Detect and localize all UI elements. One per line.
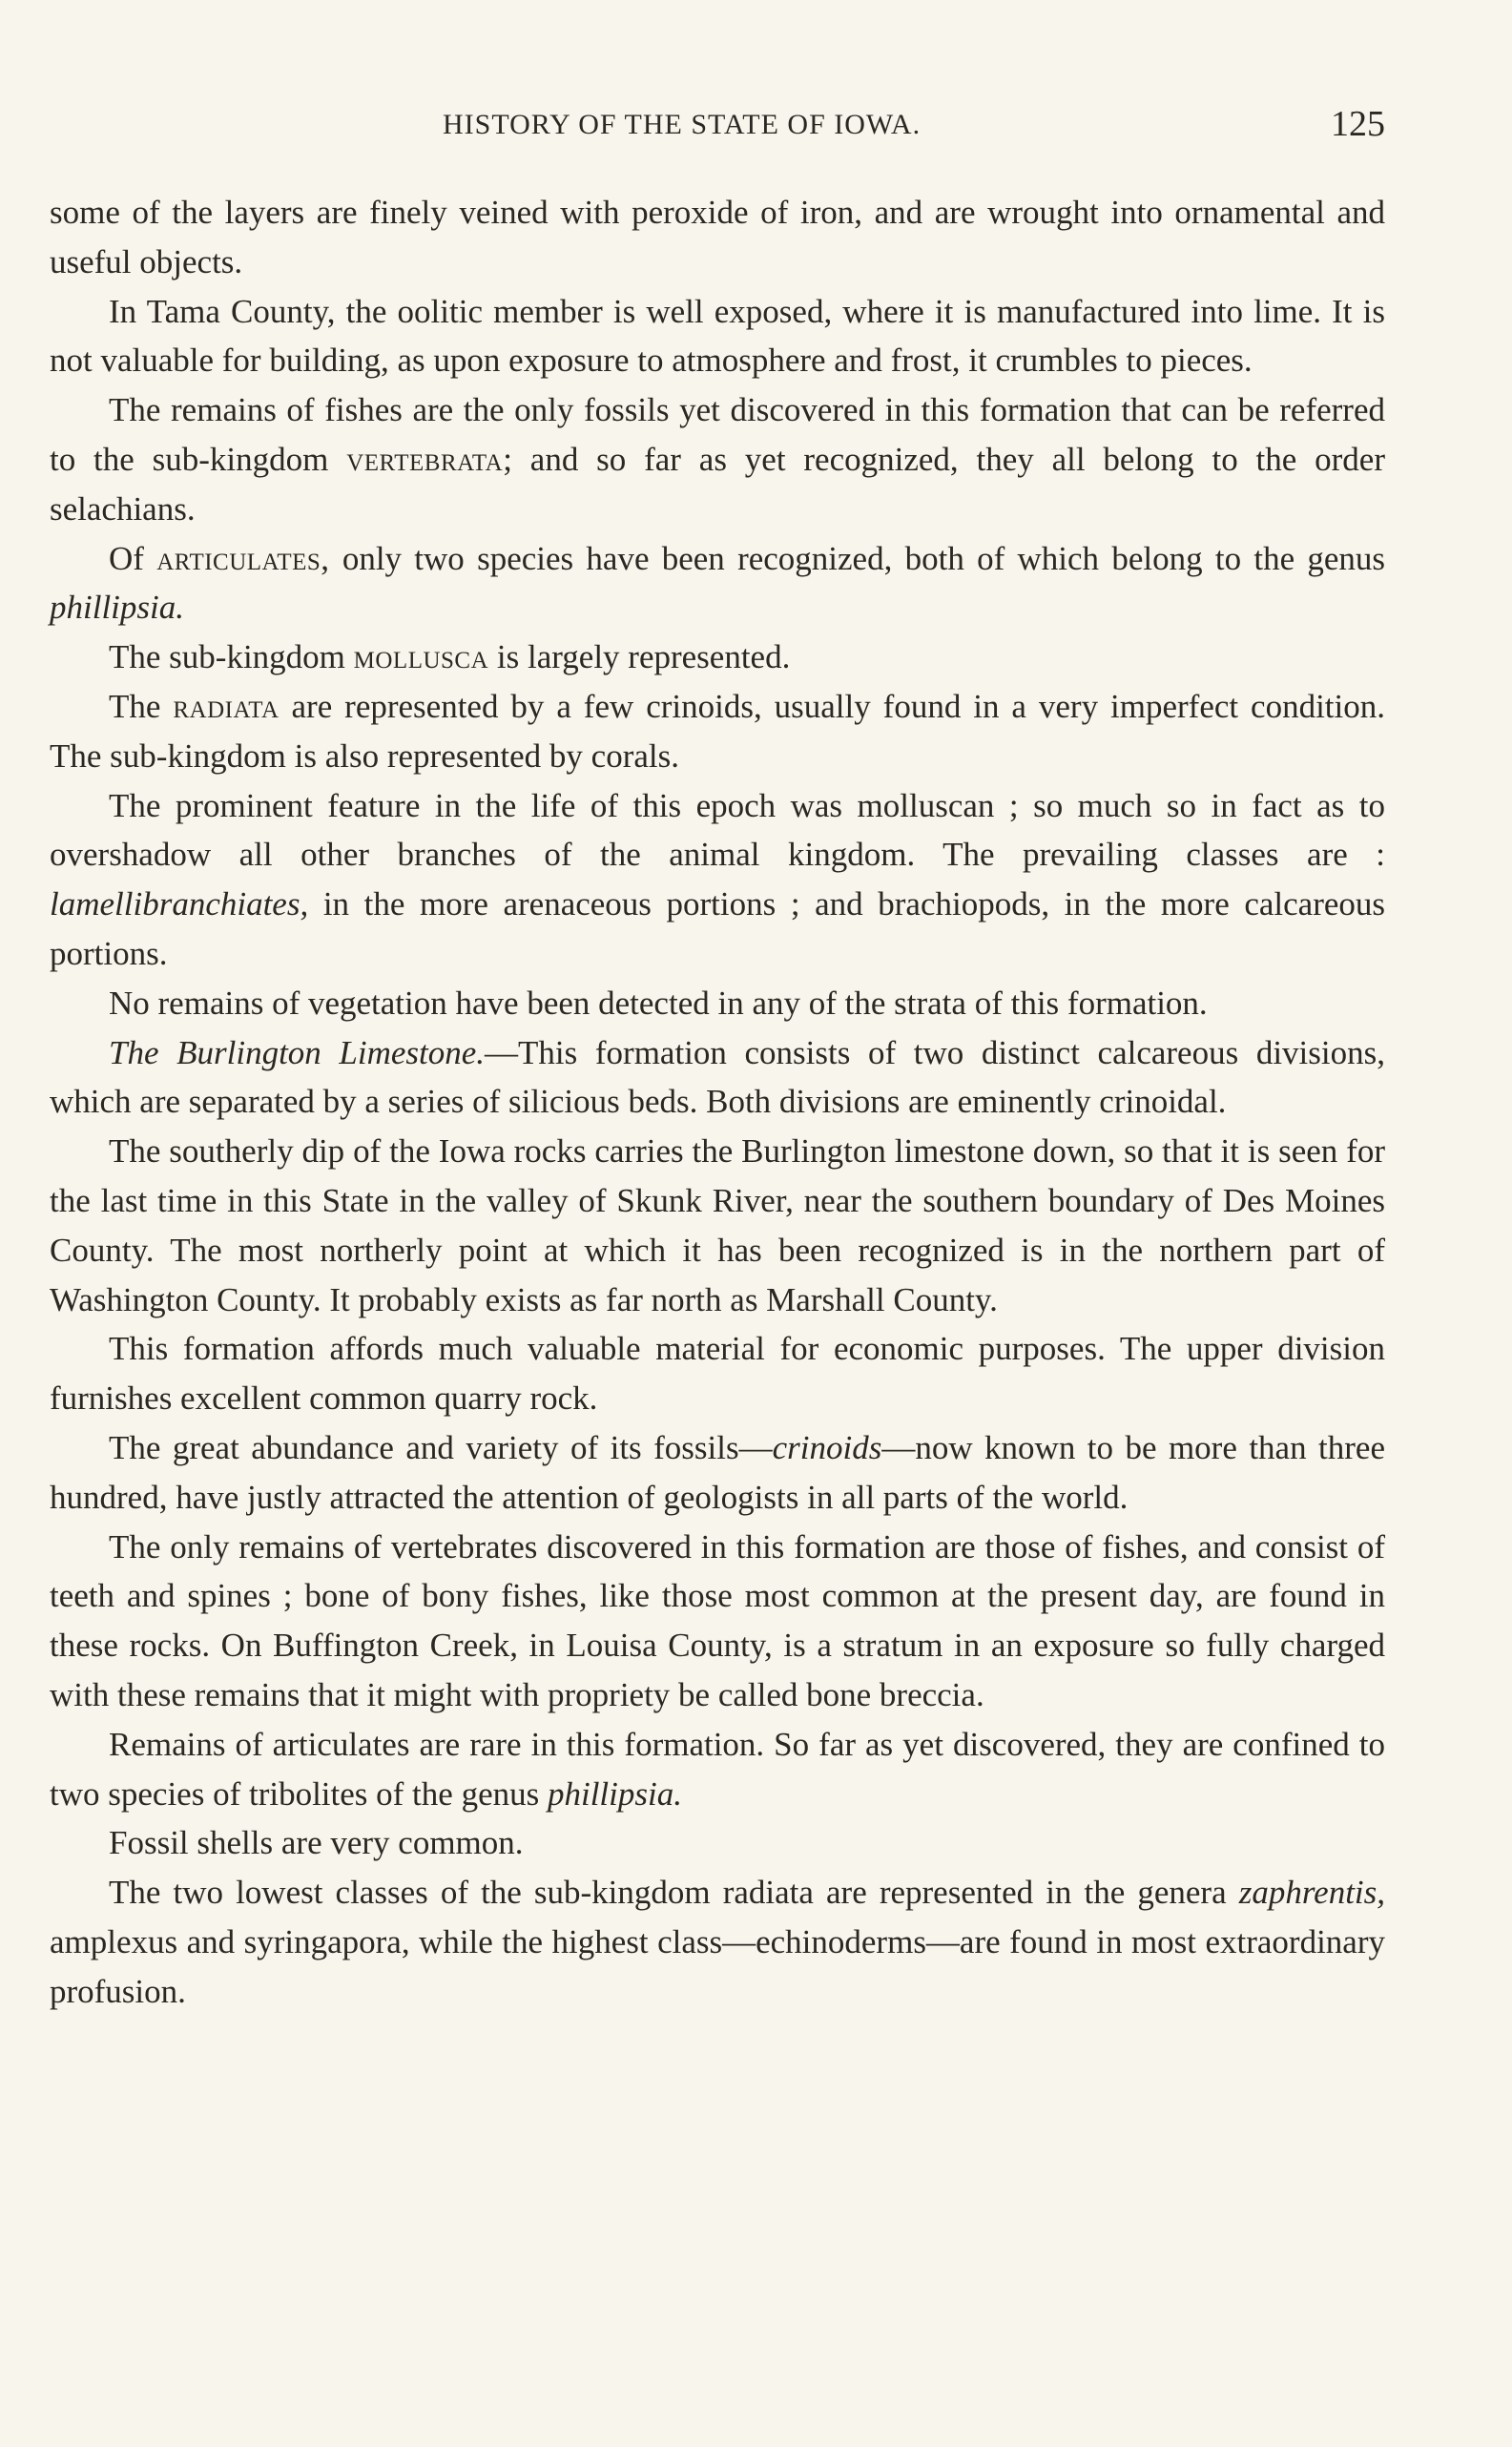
- page-number: 125: [1331, 104, 1385, 144]
- section-heading-burlington-limestone: The Burlington Limestone.: [109, 1033, 486, 1071]
- term-radiata: radiata: [173, 687, 280, 725]
- paragraph-9-text-b: —This formation consists of two distinct calcareous divisions, which are separated by a series of silicious beds. Both divisions are eminently crinoidal.: [50, 1033, 1385, 1121]
- term-articulates: articulates,: [156, 539, 330, 577]
- paragraph-15: Fossil shells are very common.: [109, 1824, 524, 1862]
- paragraph-16-text-a: The two lowest classes of the sub-kingdom radiata are represented in the genera: [109, 1874, 1227, 1912]
- paragraph-4-text-b: only two species have been recognized, both of which belong to the genus: [342, 539, 1386, 577]
- paragraph-7-text-a: The prominent feature in the life of this epoch was molluscan ; so much so in fact as to overshadow all other branches of the animal kingdom. The prevailing classes are :: [50, 786, 1385, 874]
- term-lamellibranchiates: lamellibranchiates,: [50, 885, 309, 923]
- paragraph-11: This formation affords much valuable material for economic purposes. The upper division furnishes excellent common quarry rock.: [50, 1330, 1385, 1418]
- paragraph-5-text-b: is largely represented.: [496, 638, 791, 676]
- paragraph-9: [50, 1028, 1385, 1128]
- genus-zaphrentis: zaphrentis,: [1238, 1874, 1386, 1912]
- paragraph-6-text-b: are represented by a few crinoids, usually found in a very imperfect condition. The sub-kingdom is also represented by corals.: [50, 687, 1386, 775]
- paragraph-4-text-a: Of: [109, 539, 144, 577]
- paragraph-10: The southerly dip of the Iowa rocks carries the Burlington limestone down, so that it is seen for the last time in this State in the valley of Skunk River, near the southern boundary of Des Moines County. The most northerly point at which it has been recognized is in the northern part of Washington County. It probably exists as far north as Marshall County.: [50, 1132, 1385, 1318]
- term-mollusca: mollusca: [353, 638, 489, 676]
- term-vertebrata: vertebrata: [346, 440, 504, 478]
- paragraph-3-text-b: ; and so far as yet recognized, they all belong to the order selachians.: [50, 440, 1385, 528]
- paragraph-12-text-a: The great abundance and variety of its fossils—: [109, 1428, 773, 1466]
- paragraph-16-text-b: amplexus and syringapora, while the highest class—echinoderms—are found in most extraordinary profusion.: [50, 1922, 1385, 2010]
- genus-phillipsia: phillipsia.: [50, 589, 184, 627]
- term-crinoids: crinoids: [772, 1428, 882, 1466]
- paragraph-2: In Tama County, the oolitic member is well exposed, where it is manufactured into lime. It is not valuable for building, as upon exposure to atmosphere and frost, it crumbles to pieces.: [50, 292, 1385, 380]
- paragraph-5-text-a: The sub-kingdom: [109, 638, 345, 676]
- running-title: HISTORY OF THE STATE OF IOWA.: [443, 109, 922, 140]
- running-header: [50, 103, 1385, 151]
- paragraph-1: some of the layers are finely veined with peroxide of iron, and are wrought into ornamental and useful objects.: [50, 194, 1385, 280]
- paragraph-16: [50, 1868, 1385, 2016]
- paragraph-8: No remains of vegetation have been detected in any of the strata of this formation.: [109, 984, 1208, 1022]
- body-text: [50, 188, 1385, 2016]
- paragraph-3-text-a: The remains of fishes are the only fossils yet discovered in this formation that can be referred to the sub-kingdom: [50, 391, 1385, 478]
- paragraph-7: [50, 781, 1385, 979]
- paragraph-12: [50, 1423, 1385, 1523]
- paragraph-5: [50, 632, 1385, 682]
- paragraph-6-text-a: The: [109, 687, 161, 725]
- paragraph-4: [50, 534, 1385, 633]
- paragraph-6: [50, 682, 1385, 781]
- paragraph-3: [50, 385, 1385, 533]
- paragraph-13: The only remains of vertebrates discovered in this formation are those of fishes, and consist of teeth and spines ; bone of bony fishes, like those most common at the present day, are found in these rocks. On Buffington Creek, in Louisa County, is a stratum in an exposure so fully charged with these remains that it might with propriety be called bone breccia.: [50, 1527, 1385, 1713]
- paragraph-14-text-a: Remains of articulates are rare in this formation. So far as yet discovered, they are confined to two species of tribolites of the genus: [50, 1725, 1385, 1813]
- paragraph-14: [50, 1720, 1385, 1819]
- genus-phillipsia-2: phillipsia.: [547, 1774, 682, 1813]
- paragraph-12-text-b: —now known to be more than three hundred, have justly attracted the attention of geologists in all parts of the world.: [50, 1428, 1385, 1516]
- paragraph-7-text-b: in the more arenaceous portions ; and brachiopods, in the more calcareous portions.: [50, 885, 1386, 972]
